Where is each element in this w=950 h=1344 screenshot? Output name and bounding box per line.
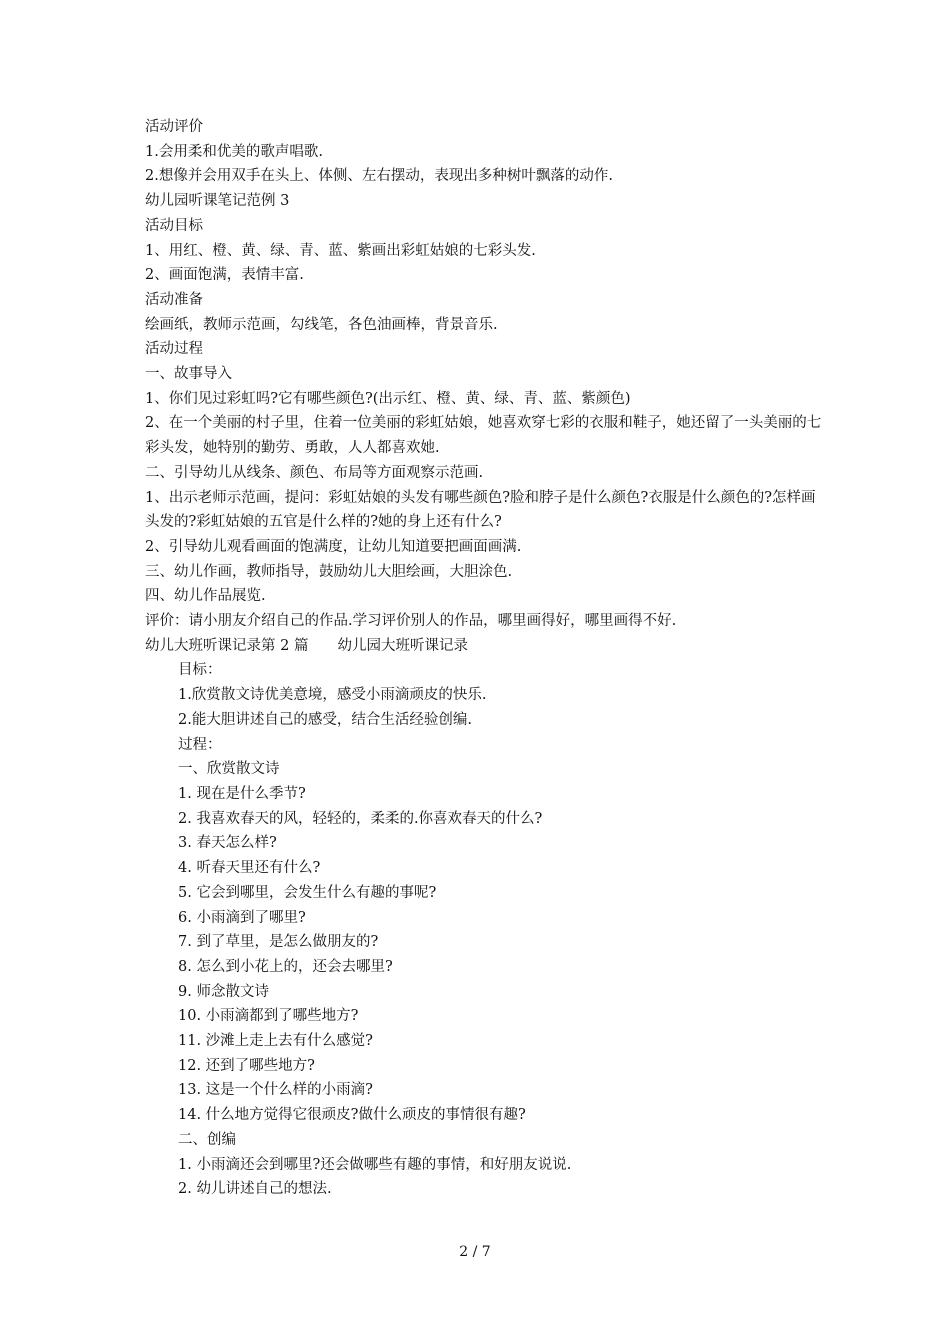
text-line: 4. 听春天里还有什么? xyxy=(178,860,321,877)
text-line: 评价：请小朋友介绍自己的作品.学习评价别人的作品，哪里画得好，哪里画得不好. xyxy=(145,613,677,630)
text-line: 14. 什么地方觉得它很顽皮?做什么顽皮的事情很有趣? xyxy=(178,1107,526,1124)
text-line: 1. 现在是什么季节? xyxy=(178,785,306,802)
text-line: 二、创编 xyxy=(178,1131,236,1148)
text-line: 3. 春天怎么样? xyxy=(178,835,277,852)
text-line: 一、故事导入 xyxy=(145,366,232,383)
text-line: 活动评价 xyxy=(145,119,203,135)
text-line: 2、画面饱满，表情丰富. xyxy=(145,267,304,284)
text-line: 1.会用柔和优美的歌声唱歌. xyxy=(145,143,323,160)
page-number: 2 / 7 xyxy=(459,1244,491,1260)
text-line: 1. 小雨滴还会到哪里?还会做哪些有趣的事情，和好朋友说说. xyxy=(178,1156,572,1173)
text-line: 幼儿大班听课记录第 2 篇 幼儿园大班听课记录 xyxy=(145,637,468,654)
text-line: 8. 怎么到小花上的，还会去哪里? xyxy=(178,958,393,975)
text-line: 2. 幼儿讲述自己的想法. xyxy=(178,1181,332,1198)
text-line: 四、幼儿作品展览. xyxy=(145,588,266,605)
text-line: 1、你们见过彩虹吗?它有哪些颜色?(出示红、橙、黄、绿、青、蓝、紫颜色) xyxy=(145,390,631,407)
text-line: 2.想像并会用双手在头上、体侧、左右摆动，表现出多种树叶飘落的动作. xyxy=(145,168,613,185)
text-line: 1、出示老师示范画，提问：彩虹姑娘的头发有哪些颜色?脸和脖子是什么颜色?衣服是什么颜色的?怎样画头发的?彩虹姑娘的五官是什么样的?她的身上还有什么? xyxy=(145,489,816,531)
text-line: 12. 还到了哪些地方? xyxy=(178,1057,315,1074)
text-line: 2、引导幼儿观看画面的饱满度，让幼儿知道要把画面画满. xyxy=(145,538,522,555)
text-line: 一、欣赏散文诗 xyxy=(178,761,280,778)
text-line: 2、在一个美丽的村子里，住着一位美丽的彩虹姑娘，她喜欢穿七彩的衣服和鞋子，她还留了一头美丽的七彩头发，她特别的勤劳、勇敢，人人都喜欢她. xyxy=(145,415,822,457)
text-line: 活动目标 xyxy=(145,217,203,234)
text-line: 2. 我喜欢春天的风，轻轻的，柔柔的.你喜欢春天的什么? xyxy=(178,810,543,827)
text-line: 三、幼儿作画，教师指导，鼓励幼儿大胆绘画，大胆涂色. xyxy=(145,563,513,580)
text-line: 绘画纸，教师示范画，勾线笔，各色油画棒，背景音乐. xyxy=(145,316,498,333)
text-line: 2.能大胆讲述自己的感受，结合生活经验创编. xyxy=(178,711,472,728)
text-line: 11. 沙滩上走上去有什么感觉? xyxy=(178,1033,373,1050)
text-line: 9. 师念散文诗 xyxy=(178,983,269,1000)
document-body xyxy=(145,115,825,1202)
text-line: 活动准备 xyxy=(145,291,203,308)
text-line: 活动过程 xyxy=(145,341,203,358)
text-line: 1.欣赏散文诗优美意境，感受小雨滴顽皮的快乐. xyxy=(178,687,487,704)
text-line: 13. 这是一个什么样的小雨滴? xyxy=(178,1082,373,1099)
text-line: 7. 到了草里，是怎么做朋友的? xyxy=(178,934,379,951)
text-line: 5. 它会到哪里，会发生什么有趣的事呢? xyxy=(178,884,437,901)
text-line: 过程： xyxy=(178,736,222,753)
text-line: 目标： xyxy=(178,662,222,679)
text-line: 二、引导幼儿从线条、颜色、布局等方面观察示范画. xyxy=(145,464,484,481)
text-line: 幼儿园听课笔记范例 3 xyxy=(145,193,290,210)
text-line: 10. 小雨滴都到了哪些地方? xyxy=(178,1008,359,1025)
text-line: 1、用红、橙、黄、绿、青、蓝、紫画出彩虹姑娘的七彩头发. xyxy=(145,242,536,259)
text-line: 6. 小雨滴到了哪里? xyxy=(178,909,306,926)
